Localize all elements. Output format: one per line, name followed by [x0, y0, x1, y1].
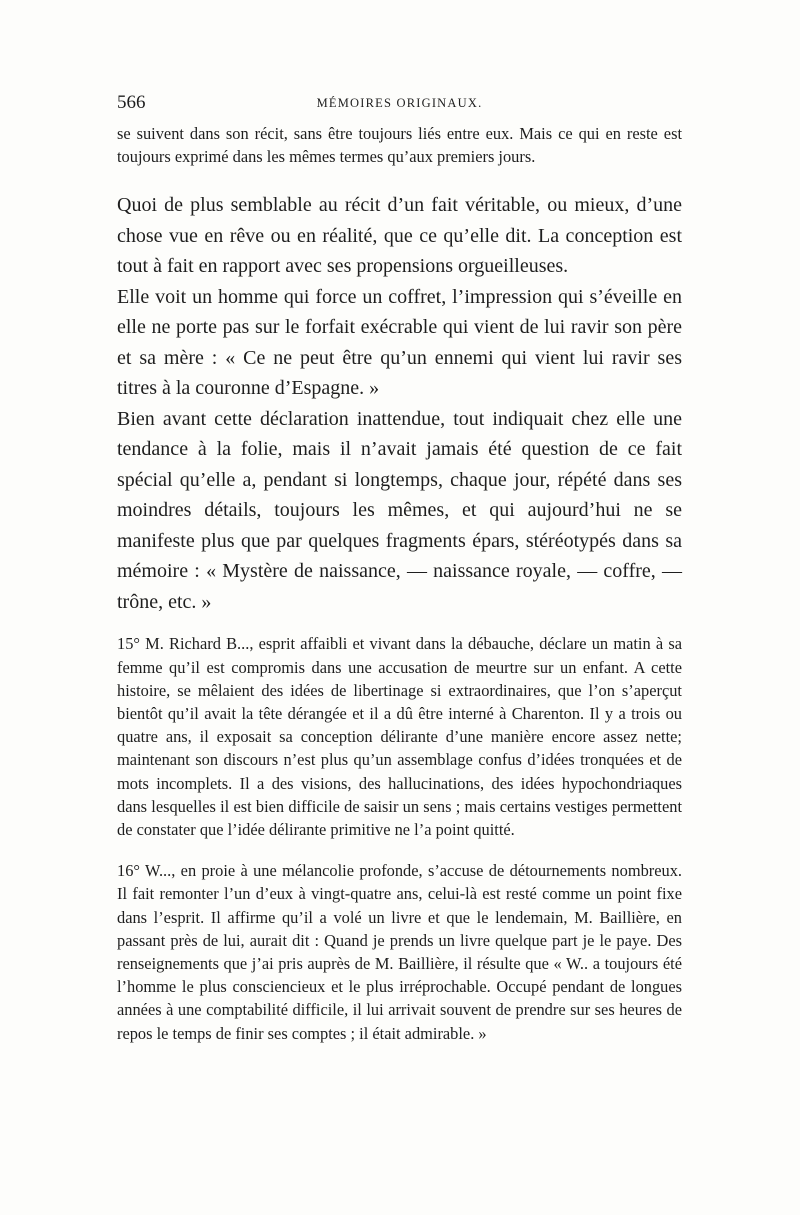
page-header [117, 92, 682, 122]
case-15-paragraph: 15° M. Richard B..., esprit affaibli et vivant dans la débauche, déclare un matin à sa femme qu’il est compromis dans une accusation de meurtre sur un enfant. A cette histoire, se mêlaient des idées de libertinage si extraordinaires, que l’on s’aperçut bientôt qu’il avait la tête dérangée et il a dû être interné à Charenton. Il y a trois ou quatre ans, il exposait sa conception délirante d’une manière encore assez nette; maintenant son discours n’est plus qu’un assemblage confus d’idées tronquées et de mots incomplets. Il a des visions, des hallucinations, des idées hypochondriaques dans lesquelles il est bien difficile de saisir un sens ; mais certains vestiges permettent de constater que l’idée délirante primitive ne l’a point quitté. [117, 634, 682, 840]
running-title: MÉMOIRES ORIGINAUX. [316, 96, 483, 110]
page-number: 566 [117, 92, 146, 113]
paragraph-coffret: Elle voit un homme qui force un coffret, l’impression qui s’éveille en elle ne porte pas sur le forfait exécrable qui vient de lui ravir son père et sa mère : « Ce ne peut être qu’un ennemi qui vient lui ravir ses titres à la couronne d’Espagne. » [117, 285, 682, 400]
paragraph-comparison: Quoi de plus semblable au récit d’un fait véritable, ou mieux, d’une chose vue en rêve ou en réalité, que ce qu’elle dit. La conception est tout à fait en rapport avec ses propensions orgueilleuses. [117, 194, 682, 278]
paragraph-history: Bien avant cette déclaration inattendue, tout indiquait chez elle une tendance à la folie, mais il n’avait jamais été question de ce fait spécial qu’elle a, pendant si longtemps, chaque jour, répété dans ses moindres détails, toujours les mêmes, et qui aujourd’hui ne se manifeste plus que par quelques fragments épars, stéréotypés dans sa mémoire : « Mystère de naissance, — naissance royale, — coffre, — trône, etc. » [117, 407, 682, 613]
page [117, 92, 682, 1045]
paragraph-continuation: se suivent dans son récit, sans être toujours liés entre eux. Mais ce qui en reste est toujours exprimé dans les mêmes termes qu’aux premiers jours. [117, 124, 682, 167]
case-16-paragraph: 16° W..., en proie à une mélancolie profonde, s’accuse de détournements nombreux. Il fait remonter l’un d’eux à vingt-quatre ans, celui-là est resté comme un point fixe dans l’esprit. Il affirme qu’il a volé un livre et que le lendemain, M. Baillière, en passant près de lui, aurait dit : Quand je prends un livre quelque part je le paye. Des renseignements que j’ai pris auprès de M. Baillière, il résulte que « W.. a toujours été l’homme le plus consciencieux et le plus irréprochable. Occupé pendant de longues années à une comptabilité difficile, il lui arrivait souvent de prendre sur ses heures de repos le temps de finir ses comptes ; il était admirable. » [117, 861, 682, 1043]
